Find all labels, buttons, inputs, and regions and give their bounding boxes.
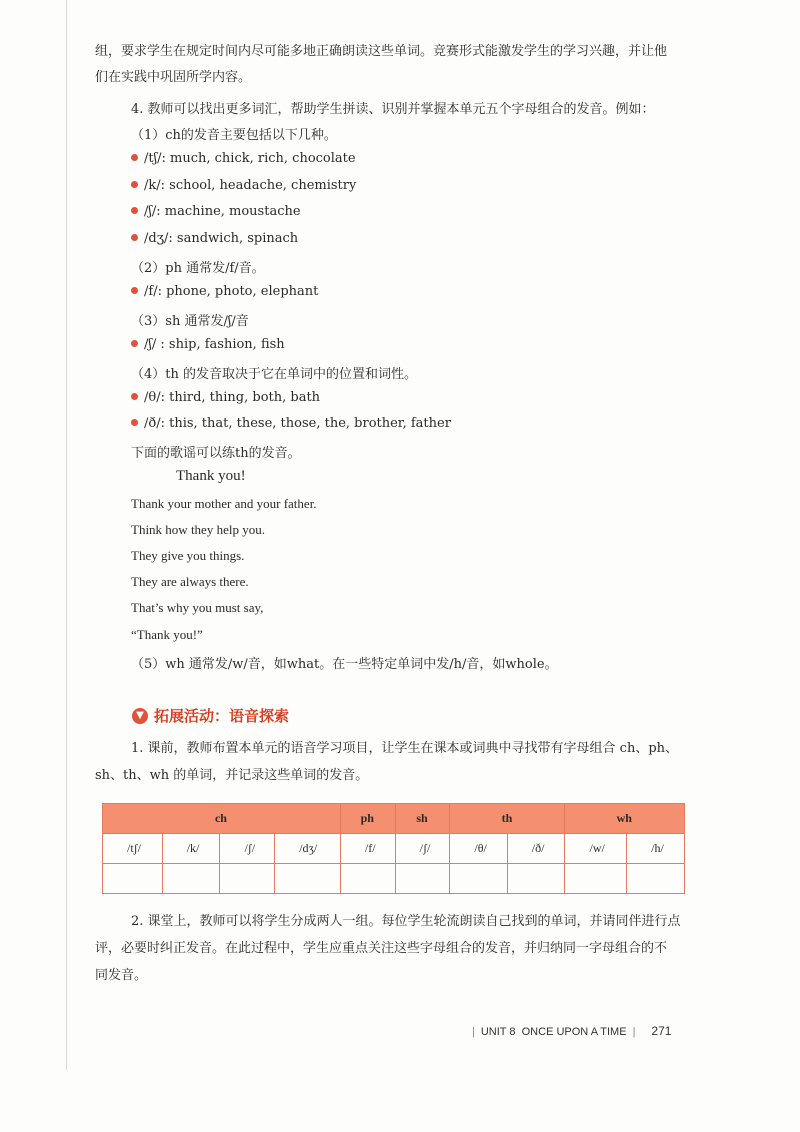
table-header-th: th bbox=[450, 804, 565, 834]
table-cell-blank bbox=[275, 864, 341, 894]
table-cell: /ð/ bbox=[507, 834, 565, 864]
table-header-wh: wh bbox=[565, 804, 685, 834]
footer-divider: | bbox=[632, 1026, 636, 1038]
table-header-sh: sh bbox=[395, 804, 450, 834]
bullet-dot-icon bbox=[131, 207, 138, 214]
ch-intro: （1）ch的发音主要包括以下几种。 bbox=[131, 128, 337, 143]
poem-line: That’s why you must say, bbox=[131, 600, 264, 615]
footer-divider: | bbox=[472, 1026, 475, 1038]
th-intro: （4）th 的发音取决于它在单词中的位置和词性。 bbox=[131, 367, 418, 382]
extension-step2: 评，必要时纠正发音。在此过程中，学生应重点关注这些字母组合的发音，并归纳同一字母组合的不 bbox=[95, 941, 668, 956]
bullet-dot-icon bbox=[131, 181, 138, 188]
table-cell: /h/ bbox=[627, 834, 685, 864]
table-cell: /w/ bbox=[565, 834, 627, 864]
table-cell-blank bbox=[162, 864, 220, 894]
bullet-dot-icon bbox=[131, 287, 138, 294]
sh-intro: （3）sh 通常发/ʃ/音 bbox=[131, 314, 249, 329]
table-cell: /tʃ/ bbox=[103, 834, 163, 864]
poem-line: “Thank you!” bbox=[131, 627, 203, 642]
bullet-dot-icon bbox=[131, 234, 138, 241]
poem-line: Think how they help you. bbox=[131, 522, 265, 537]
song-intro: 下面的歌谣可以练th的发音。 bbox=[131, 446, 301, 461]
extension-step1: 1. 课前，教师布置本单元的语音学习项目，让学生在课本或词典中寻找带有字母组合 ch、ph、 bbox=[131, 741, 679, 756]
bullet-dot-icon bbox=[131, 419, 138, 426]
phonics-table bbox=[102, 803, 685, 894]
table-cell: /f/ bbox=[340, 834, 395, 864]
table-cell-blank bbox=[220, 864, 275, 894]
paragraph-line: 组，要求学生在规定时间内尽可能多地正确朗读这些单词。竞赛形式能激发学生的学习兴趣，并让他 bbox=[95, 44, 668, 59]
table-cell: /ʃ/ bbox=[220, 834, 275, 864]
wh-intro: （5）wh 通常发/w/音，如what。在一些特定单词中发/h/音，如whole。 bbox=[131, 657, 558, 672]
table-cell-blank bbox=[507, 864, 565, 894]
bullet-dot-icon bbox=[131, 340, 138, 347]
footer-title: ONCE UPON A TIME bbox=[521, 1026, 627, 1038]
ph-bullet: /f/: phone, photo, elephant bbox=[131, 284, 318, 299]
table-header-ch: ch bbox=[103, 804, 341, 834]
table-cell-blank bbox=[565, 864, 627, 894]
poem-line: They give you things. bbox=[131, 548, 245, 563]
sh-bullet: /ʃ/ : ship, fashion, fish bbox=[131, 337, 285, 352]
table-cell-blank bbox=[340, 864, 395, 894]
table-cell: /ʃ/ bbox=[395, 834, 450, 864]
table-sound-row bbox=[103, 834, 685, 864]
table-cell: /dʒ/ bbox=[275, 834, 341, 864]
page-gutter-line bbox=[66, 0, 67, 1070]
page-footer bbox=[466, 1024, 671, 1038]
footer-unit: UNIT 8 bbox=[480, 1026, 516, 1038]
ch-bullet: /ʃ/: machine, moustache bbox=[131, 204, 301, 219]
ph-intro: （2）ph 通常发/f/音。 bbox=[131, 261, 265, 276]
ch-bullet: /k/: school, headache, chemistry bbox=[131, 178, 356, 193]
poem-line: They are always there. bbox=[131, 574, 249, 589]
table-cell-blank bbox=[450, 864, 507, 894]
table-cell-blank bbox=[103, 864, 163, 894]
table-cell-blank bbox=[395, 864, 450, 894]
table-header-row bbox=[103, 804, 685, 834]
bullet-dot-icon bbox=[131, 154, 138, 161]
extension-step2: 同发音。 bbox=[95, 968, 148, 983]
table-cell: /θ/ bbox=[450, 834, 507, 864]
poem-title: Thank you! bbox=[176, 468, 246, 484]
ch-bullet: /dʒ/: sandwich, spinach bbox=[131, 231, 298, 246]
page-number: 271 bbox=[651, 1024, 672, 1038]
paragraph-4: 4. 教师可以找出更多词汇，帮助学生拼读、识别并掌握本单元五个字母组合的发音。例如： bbox=[131, 102, 655, 117]
extension-heading: ▼ 拓展活动：语音探索 bbox=[132, 705, 289, 726]
bullet-dot-icon bbox=[131, 393, 138, 400]
th-bullet: /θ/: third, thing, both, bath bbox=[131, 390, 320, 405]
bell-icon: ▼ bbox=[132, 708, 148, 724]
table-header-ph: ph bbox=[340, 804, 395, 834]
extension-step2: 2. 课堂上，教师可以将学生分成两人一组。每位学生轮流朗读自己找到的单词，并请同伴进行点 bbox=[131, 914, 681, 929]
th-bullet: /ð/: this, that, these, those, the, brother, father bbox=[131, 416, 451, 431]
table-blank-row bbox=[103, 864, 685, 894]
ch-bullet: /tʃ/: much, chick, rich, chocolate bbox=[131, 151, 356, 166]
table-cell: /k/ bbox=[162, 834, 220, 864]
table-cell-blank bbox=[627, 864, 685, 894]
paragraph-line: 们在实践中巩固所学内容。 bbox=[95, 70, 252, 85]
poem-line: Thank your mother and your father. bbox=[131, 496, 317, 511]
extension-step1: sh、th、wh 的单词，并记录这些单词的发音。 bbox=[95, 768, 369, 783]
